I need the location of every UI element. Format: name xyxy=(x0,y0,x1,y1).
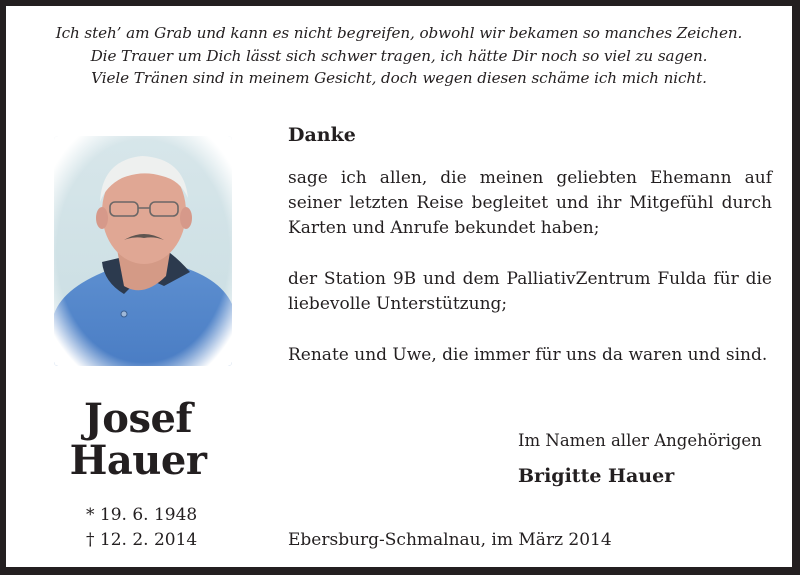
deceased-name xyxy=(38,395,238,484)
place-and-date: Ebersburg-Schmalnau, im März 2014 xyxy=(288,530,612,550)
on-behalf-text: Im Namen aller Angehörigen xyxy=(518,431,762,450)
verse-line: Ich steh’ am Grab und kann es nicht begreifen, obwohl wir bekamen so manches Zeichen. xyxy=(55,24,743,42)
obituary-card xyxy=(6,6,792,567)
death-date: † 12. 2. 2014 xyxy=(86,530,198,550)
life-dates xyxy=(86,503,197,553)
verse-line: Die Trauer um Dich lässt sich schwer tragen, ich hätte Dir noch so viel zu sagen. xyxy=(90,46,708,65)
birth-date: * 19. 6. 1948 xyxy=(86,505,198,525)
verse-line: Viele Tränen sind in meinem Gesicht, doch wegen diesen schäme ich mich nicht. xyxy=(91,69,707,87)
message-paragraph: der Station 9B und dem PalliativZentrum Fulda für die liebevolle Unterstützung; xyxy=(288,269,772,314)
message-paragraph: Renate und Uwe, die immer für uns da waren und sind. xyxy=(288,345,768,365)
deceased-first-name: Josef xyxy=(83,395,193,442)
message-heading: Danke xyxy=(288,124,356,146)
signatory-name: Brigitte Hauer xyxy=(518,465,675,487)
deceased-last-name: Hauer xyxy=(69,437,207,484)
memorial-verse xyxy=(6,22,792,90)
signature-block xyxy=(518,429,762,488)
thank-you-message xyxy=(288,123,772,394)
portrait-photo xyxy=(54,136,232,366)
message-paragraph: sage ich allen, die meinen geliebten Ehemann auf seiner letzten Reise begleitet und ihr Mitgefühl durch Karten und Anrufe bekundet haben; xyxy=(288,168,772,238)
